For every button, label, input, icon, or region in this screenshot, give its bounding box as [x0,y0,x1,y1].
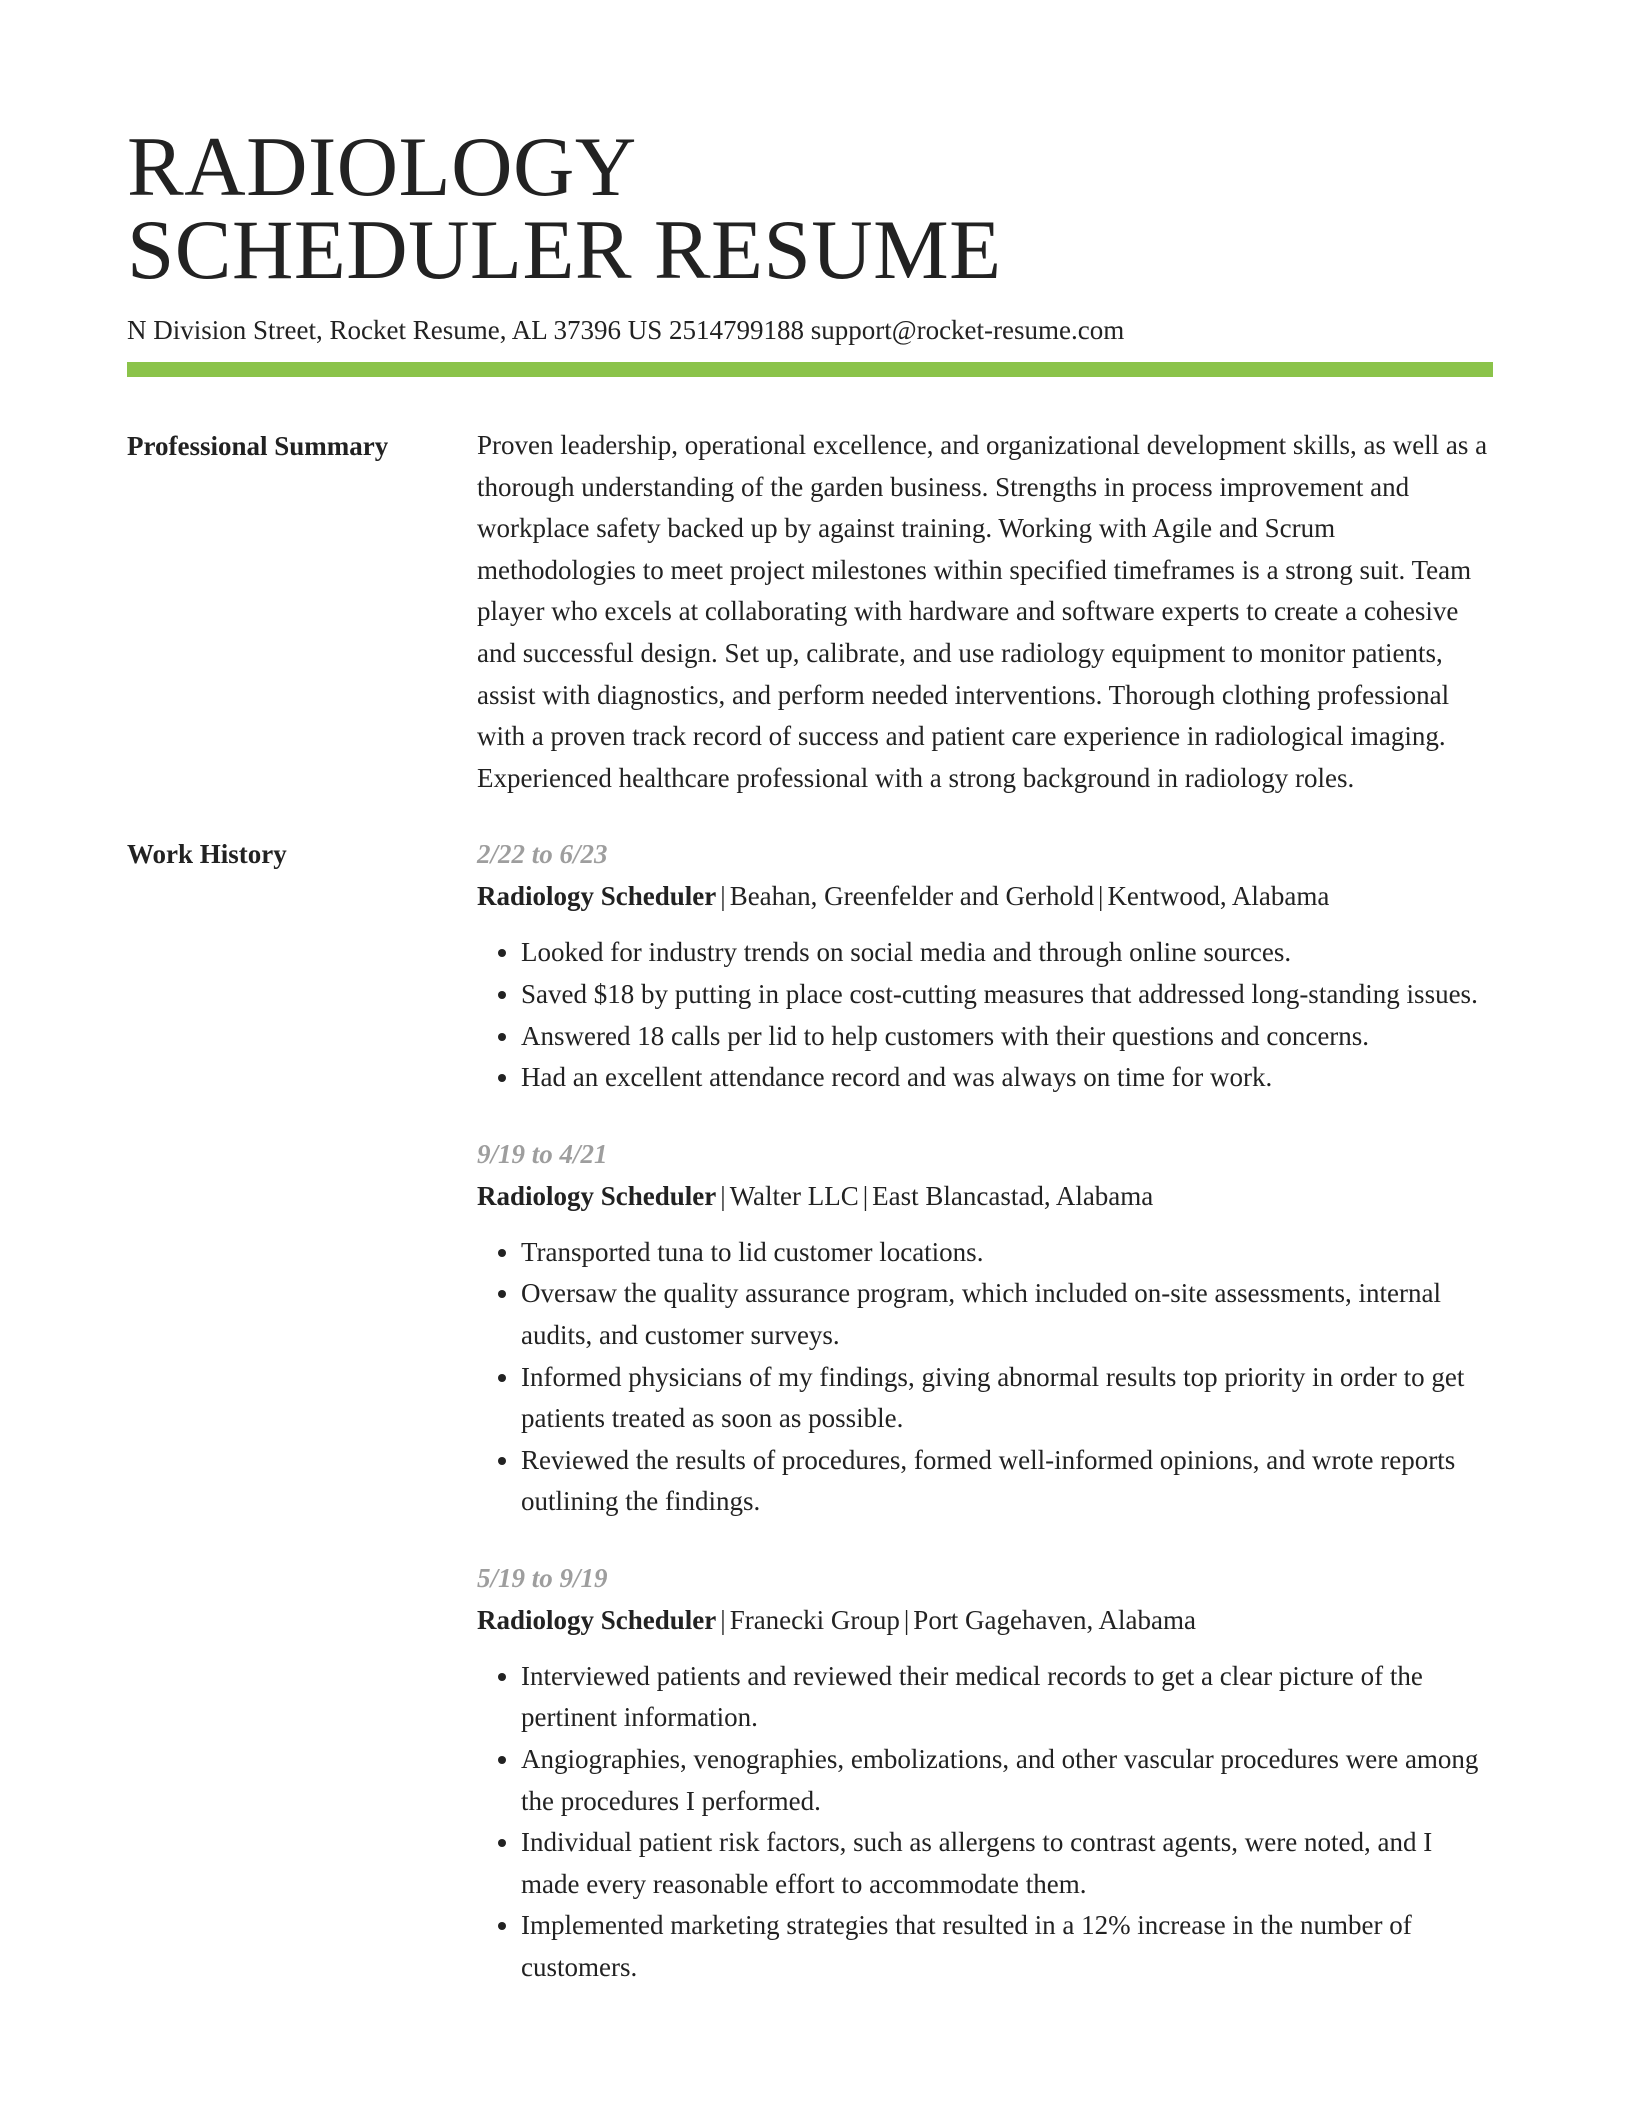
job-bullet: • Transported tuna to lid customer locations. [521,1232,1493,1274]
contact-email: support@rocket-resume.com [810,315,1125,345]
separator: | [720,1180,726,1211]
professional-summary-section [127,425,1493,799]
job-title: Radiology Scheduler [477,1604,717,1635]
resume-title [127,120,1493,297]
job-location: Port Gagehaven, Alabama [913,1604,1196,1635]
job-bullet: • Reviewed the results of procedures, formed well-informed opinions, and wrote reports outlining the findings. [521,1440,1493,1523]
job-title: Radiology Scheduler [477,881,717,912]
job-bullet: • Interviewed patients and reviewed their medical records to get a clear picture of the pertinent information. [521,1656,1493,1739]
job-title: Radiology Scheduler [477,1180,717,1211]
job-bullet: • Individual patient risk factors, such as allergens to contrast agents, were noted, and I made every reasonable effort to accommodate them. [521,1822,1493,1905]
separator: | [1098,881,1104,912]
work-history-section [127,833,1493,1988]
job-title-line [477,1599,1493,1641]
job-bullet: • Looked for industry trends on social media and through online sources. [521,932,1493,974]
separator: | [862,1180,869,1211]
section-heading-summary: Professional Summary [127,431,389,461]
job-bullet: • Saved $18 by putting in place cost-cutting measures that addressed long-standing issues. [521,974,1493,1016]
job-bullet: • Oversaw the quality assurance program, which included on-site assessments, internal audits, and customer surveys. [521,1273,1493,1356]
job-company: Walter LLC [729,1180,859,1211]
job-dates: 5/19 to 9/19 [477,1562,608,1593]
contact-line [127,312,1493,348]
separator: | [720,1604,726,1635]
title-line-2: SCHEDULER RESUME [127,203,1002,297]
summary-body [477,425,1493,799]
title-line-1: RADIOLOGY [127,120,637,214]
work-history-body [477,833,1493,1988]
job-bullet: • Angiographies, venographies, embolizations, and other vascular procedures were among the procedures I performed. [521,1739,1493,1822]
job-title-line [477,875,1493,917]
section-heading-work: Work History [127,839,287,870]
job-location: Kentwood, Alabama [1107,881,1330,912]
job-dates: 2/22 to 6/23 [477,839,608,870]
summary-text: Proven leadership, operational excellence, and organizational development skills, as well as a thorough understanding of the garden business. Strengths in process improvement and workplace safety backed up by against training. Working with Agile and Scrum methodologies to meet project milestones within specified timeframes is a strong suit. Team player who excels at collaborating with hardware and software experts to create a cohesive and successful design. Set up, calibrate, and use radiology equipment to monitor patients, assist with diagnostics, and perform needed interventions. Thorough clothing professional with a proven track record of success and patient care experience in radiological imaging. Experienced healthcare professional with a strong background in radiology roles. [477,430,1488,793]
job-bullet-list [477,1656,1493,1989]
job-company: Franecki Group [729,1604,900,1635]
job-bullet: • Answered 18 calls per lid to help customers with their questions and concerns. [521,1016,1493,1058]
job-bullet-list [477,1232,1493,1523]
job-entry [477,1133,1493,1523]
contact-address: N Division Street, Rocket Resume, AL 37396 US [127,315,663,345]
separator: | [903,1604,910,1635]
resume-page [127,120,1493,1989]
job-location: East Blancastad, Alabama [872,1180,1154,1211]
job-company: Beahan, Greenfelder and Gerhold [729,881,1095,912]
job-entry [477,1557,1493,1989]
job-bullet-list [477,932,1493,1098]
job-bullet: • Had an excellent attendance record and was always on time for work. [521,1057,1493,1099]
accent-divider [127,362,1493,377]
job-bullet: • Implemented marketing strategies that resulted in a 12% increase in the number of customers. [521,1905,1493,1988]
job-entry [477,833,1493,1098]
contact-phone: 2514799188 [668,315,804,345]
job-dates: 9/19 to 4/21 [477,1138,608,1169]
job-bullet: • Informed physicians of my findings, giving abnormal results top priority in order to get patients treated as soon as possible. [521,1357,1493,1440]
job-title-line [477,1175,1493,1217]
separator: | [720,881,726,912]
